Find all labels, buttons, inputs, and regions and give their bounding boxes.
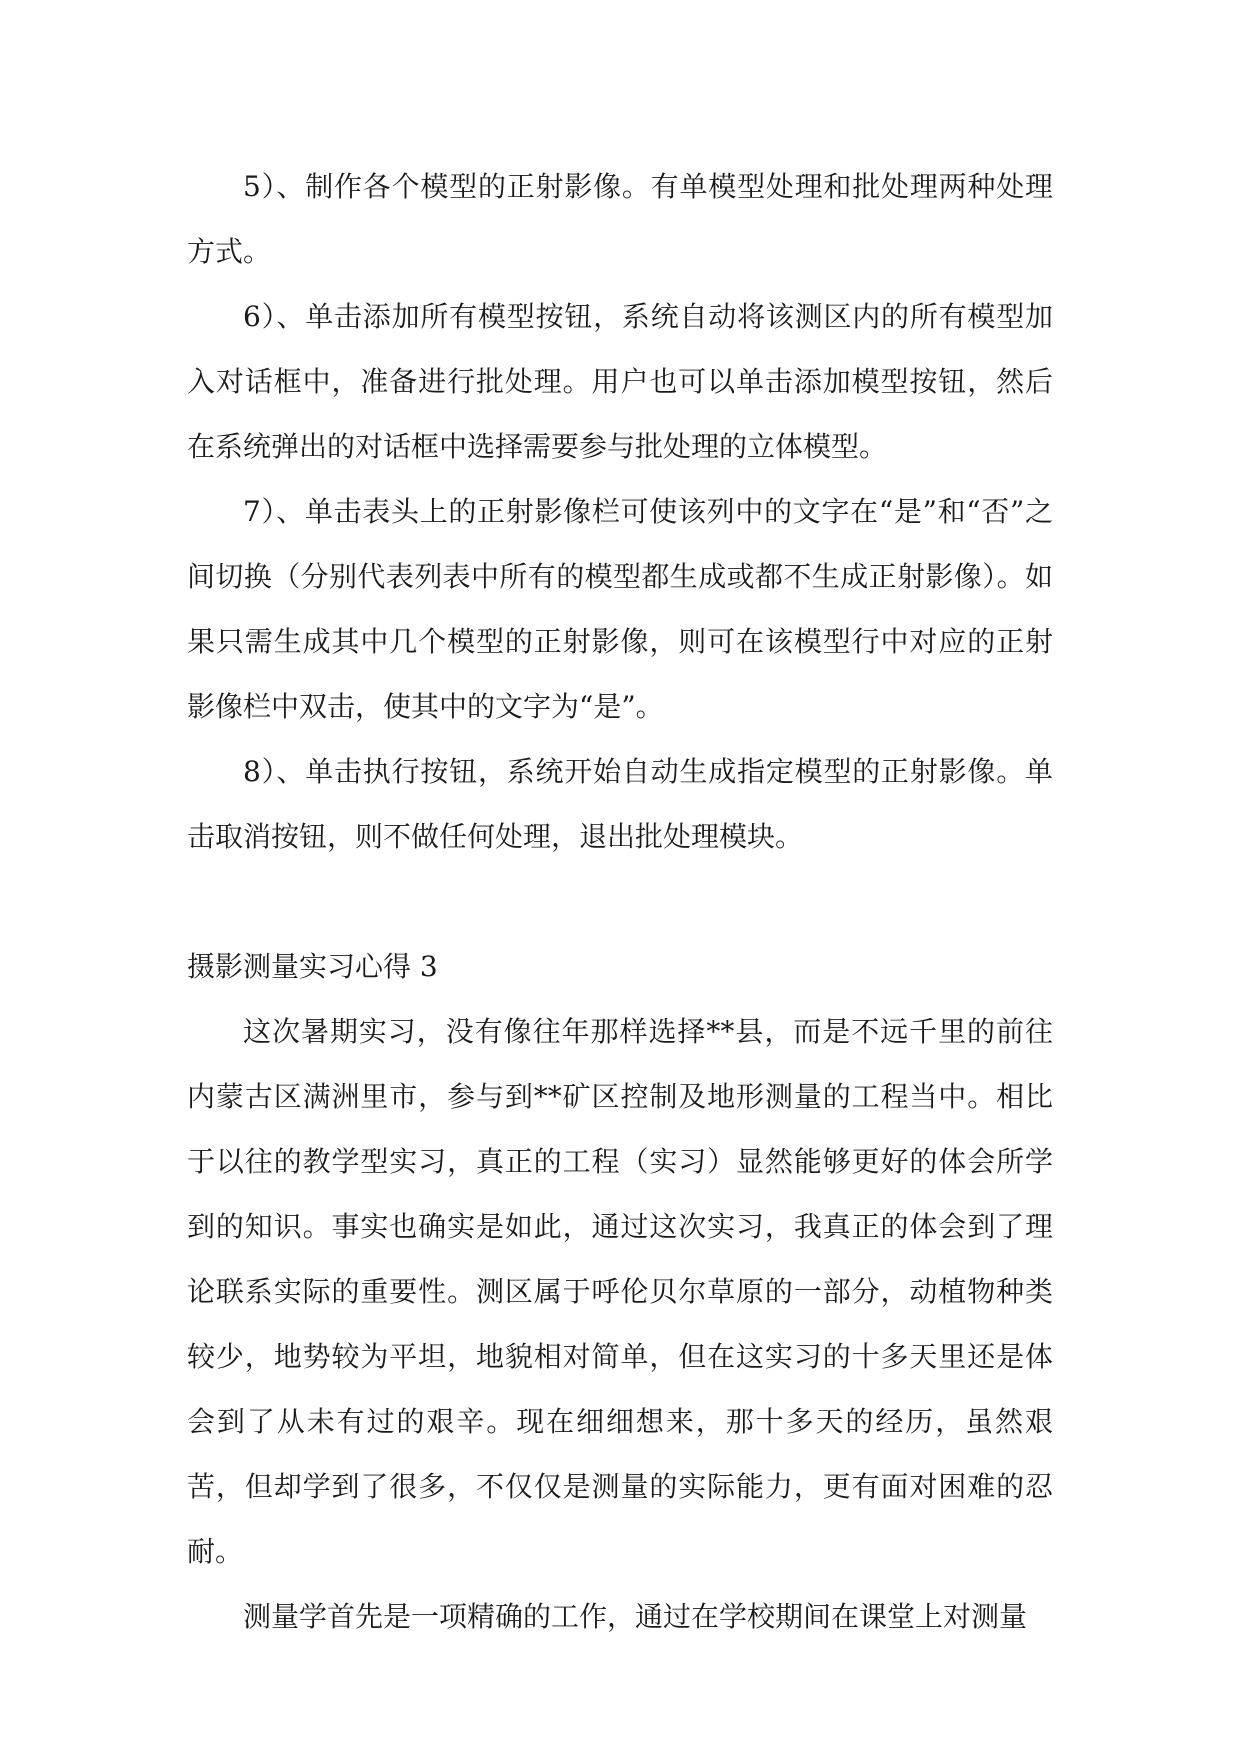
- paragraph-internship-intro: 这次暑期实习，没有像往年那样选择**县，而是不远千里的前往内蒙古区满洲里市，参与到**矿区控制及地形测量的工程当中。相比于以往的教学型实习，真正的工程（实习）显然能够更好的体会所学到的知识。事实也确实是如此，通过这次实习，我真正的体会到了理论联系实际的重要性。测区属于呼伦贝尔草原的一部分，动植物种类较少，地势较为平坦，地貌相对简单，但在这实习的十多天里还是体会到了从未有过的艰辛。现在细细想来，那十多天的经历，虽然艰苦，但却学到了很多，不仅仅是测量的实际能力，更有面对困难的忍耐。: [187, 1015, 1053, 1568]
- section-spacer: [187, 869, 1053, 934]
- paragraph-step-7: 7）、单击表头上的正射影像栏可使该列中的文字在“是”和“否”之间切换（分别代表列表中所有的模型都生成或都不生成正射影像）。如果只需生成其中几个模型的正射影像，则可在该模型行中对应的正射影像栏中双击，使其中的文字为“是”。: [187, 495, 1053, 723]
- paragraph-step-6: 6）、单击添加所有模型按钮，系统自动将该测区内的所有模型加入对话框中，准备进行批处理。用户也可以单击添加模型按钮，然后在系统弹出的对话框中选择需要参与批处理的立体模型。: [187, 300, 1053, 463]
- paragraph-step-8: 8）、单击执行按钮，系统开始自动生成指定模型的正射影像。单击取消按钮，则不做任何处理，退出批处理模块。: [187, 755, 1053, 853]
- document-body: [187, 154, 1053, 1649]
- paragraph-internship-continued: 测量学首先是一项精确的工作，通过在学校期间在课堂上对测量: [243, 1600, 1028, 1633]
- paragraph-step-5: 5）、制作各个模型的正射影像。有单模型处理和批处理两种处理方式。: [187, 170, 1053, 268]
- section-title: 摄影测量实习心得 3: [187, 950, 438, 983]
